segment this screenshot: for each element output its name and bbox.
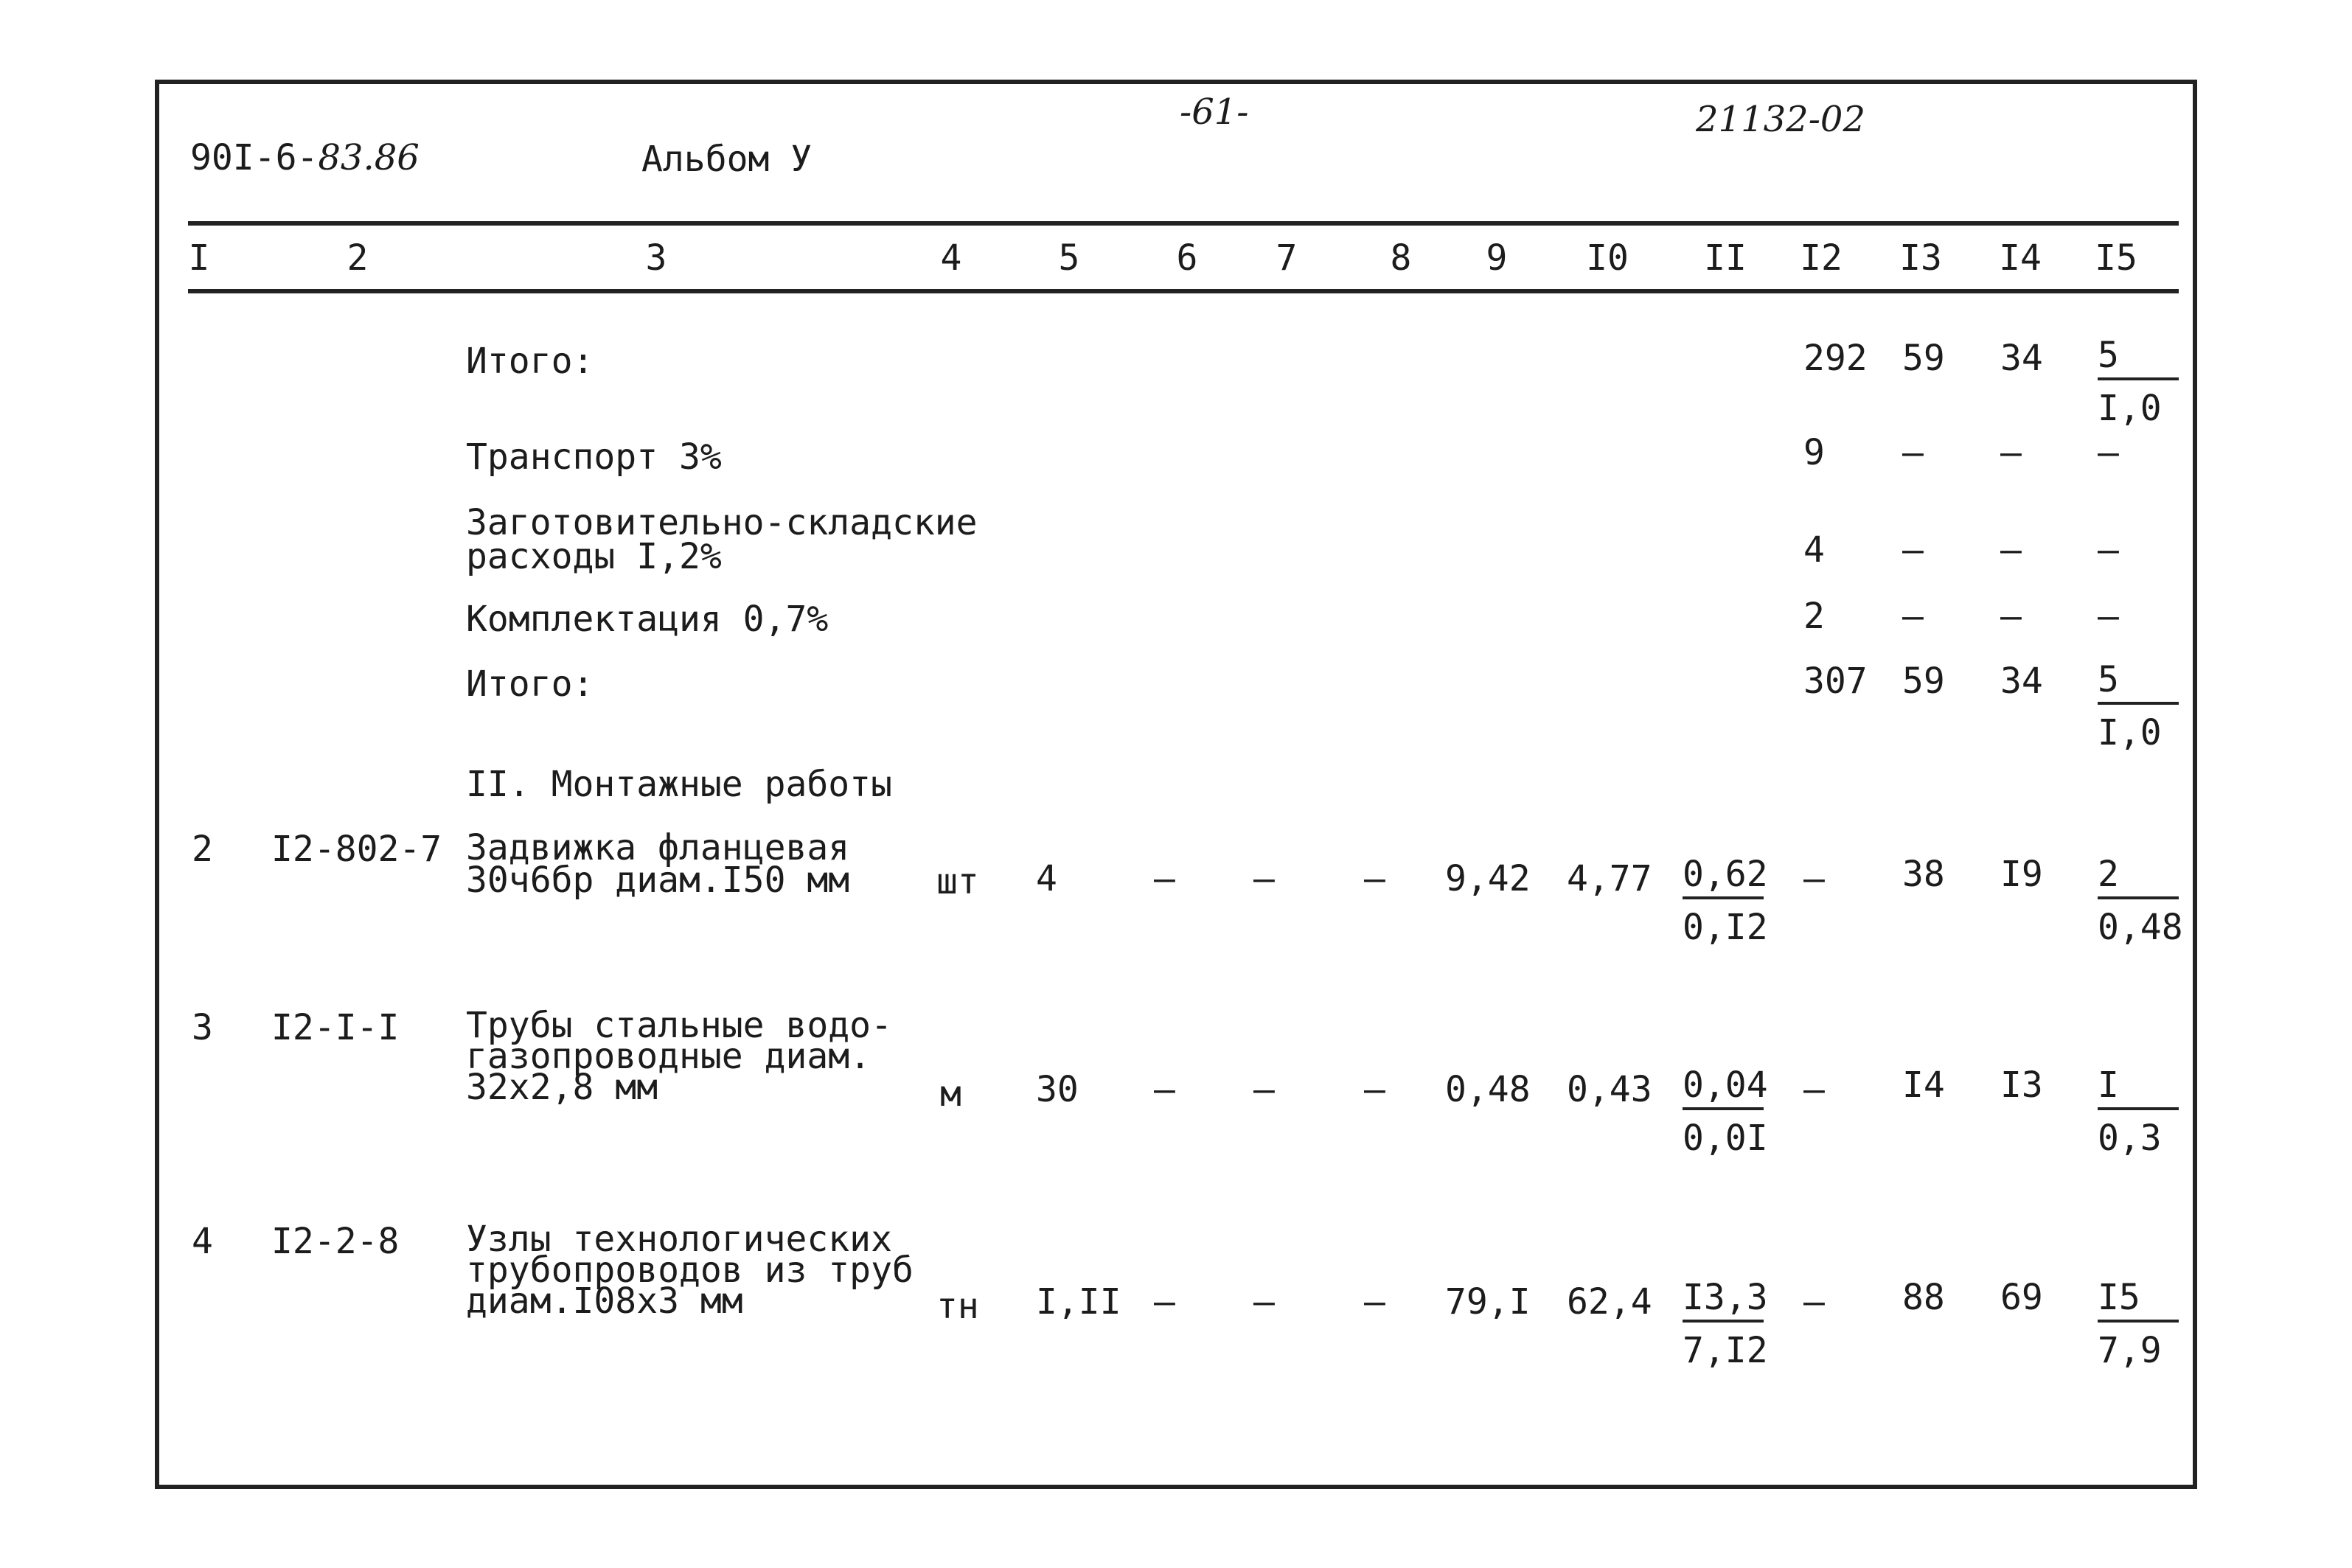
cell-unit: м	[940, 1073, 961, 1115]
col-header: 8	[1390, 237, 1412, 279]
cell-c6: –	[1154, 858, 1175, 899]
col-header: 6	[1176, 237, 1198, 279]
cell-c15-fraction: $\frac{I5}{7,9}$	[2098, 1280, 2179, 1368]
cell-c14: 34	[2000, 661, 2043, 702]
col-header: II	[1704, 237, 1747, 279]
cell-qty: 30	[1036, 1069, 1079, 1110]
cell-c14: –	[2000, 529, 2022, 571]
row-code: I2-I-I	[271, 1007, 400, 1048]
col-header: 9	[1486, 237, 1508, 279]
cell-c12: –	[1803, 1069, 1825, 1110]
cell-c14: I3	[2000, 1065, 2043, 1106]
cell-c11-fraction: $\frac{I3,3}{7,I2}$	[1683, 1277, 1768, 1371]
cell-c7: –	[1253, 1281, 1275, 1323]
cell-c7: –	[1253, 858, 1275, 899]
cell-c13: 59	[1902, 661, 1945, 702]
col-header: 3	[645, 237, 667, 279]
cell-c12: 307	[1803, 661, 1868, 702]
cell-c13: 59	[1902, 338, 1945, 379]
cell-qty: 4	[1036, 858, 1057, 899]
col-header: I4	[1999, 237, 2042, 279]
cell-c12: 2	[1803, 596, 1825, 637]
cell-c6: –	[1154, 1281, 1175, 1323]
cell-c9: 9,42	[1445, 858, 1531, 899]
row-label: Итого:	[466, 341, 594, 382]
cell-c13: –	[1902, 529, 1924, 571]
col-header: 7	[1276, 237, 1298, 279]
col-header: 5	[1058, 237, 1080, 279]
cell-c15: –	[2098, 529, 2119, 571]
cell-c13: 38	[1902, 854, 1945, 895]
row-description: Трубы стальные водо- газопроводные диам. 32х2,8 мм	[466, 1005, 892, 1108]
cell-c9: 0,48	[1445, 1069, 1531, 1110]
cell-unit: шт	[936, 861, 979, 902]
cell-c15-fraction: $\frac{5}{I,0}$	[2098, 662, 2179, 750]
cell-c8: –	[1364, 858, 1385, 899]
row-number: 4	[192, 1221, 213, 1262]
cell-c14: 34	[2000, 338, 2043, 379]
row-number: 2	[192, 829, 213, 870]
cell-unit: тн	[936, 1286, 979, 1327]
col-header: I3	[1899, 237, 1942, 279]
row-label: Транспорт 3%	[466, 436, 722, 478]
cell-c11-fraction: $\frac{0,04}{0,0I}$	[1683, 1065, 1768, 1159]
cell-c8: –	[1364, 1281, 1385, 1323]
cell-c10: 62,4	[1567, 1281, 1652, 1323]
cell-c12: 9	[1803, 432, 1825, 473]
cell-c13: I4	[1902, 1065, 1945, 1106]
cell-c12: –	[1803, 858, 1825, 899]
cell-c15: –	[2098, 596, 2119, 637]
row-code: I2-2-8	[271, 1221, 400, 1262]
row-number: 3	[192, 1007, 213, 1048]
header-bottom-rule	[188, 289, 2179, 293]
cell-c14: 69	[2000, 1277, 2043, 1318]
cell-c12: 4	[1803, 529, 1825, 571]
doc-code: 90I-6-83.86	[190, 137, 420, 178]
cell-c14: –	[2000, 596, 2022, 637]
header-top-rule	[188, 221, 2179, 226]
col-header: I0	[1586, 237, 1629, 279]
cell-c7: –	[1253, 1069, 1275, 1110]
cell-c14: I9	[2000, 854, 2043, 895]
cell-c10: 4,77	[1567, 858, 1652, 899]
cell-c15-fraction: $\frac{5}{I,0}$	[2098, 338, 2179, 426]
row-code: I2-802-7	[271, 829, 442, 870]
project-number: 21132-02	[1696, 99, 1865, 140]
cell-c15-fraction: $\frac{2}{0,48}$	[2098, 854, 2183, 948]
cell-c13: 88	[1902, 1277, 1945, 1318]
cell-c13: –	[1902, 432, 1924, 473]
row-description: Задвижка фланцевая 30ч6бр диам.I50 мм	[466, 827, 850, 901]
cell-c15-fraction: $\frac{I}{0,3}$	[2098, 1067, 2179, 1156]
col-header: 2	[347, 237, 369, 279]
row-label: Комплектация 0,7%	[466, 599, 829, 640]
cell-c11-fraction: $\frac{0,62}{0,I2}$	[1683, 854, 1768, 948]
album-label: Альбом У	[641, 139, 813, 180]
cell-c15: –	[2098, 432, 2119, 473]
cell-c14: –	[2000, 432, 2022, 473]
col-header: I5	[2095, 237, 2137, 279]
col-header: 4	[940, 237, 962, 279]
cell-qty: I,II	[1036, 1281, 1121, 1323]
col-header: I	[188, 237, 210, 279]
cell-c12: 292	[1803, 338, 1868, 379]
row-label: Заготовительно-складские расходы I,2%	[466, 502, 978, 577]
row-description: Узлы технологических трубопроводов из труб диам.I08х3 мм	[466, 1219, 914, 1322]
cell-c9: 79,I	[1445, 1281, 1531, 1323]
page-number: -61-	[1180, 91, 1249, 133]
col-header: I2	[1800, 237, 1843, 279]
cell-c6: –	[1154, 1069, 1175, 1110]
row-label: Итого:	[466, 663, 594, 705]
cell-c13: –	[1902, 596, 1924, 637]
cell-c10: 0,43	[1567, 1069, 1652, 1110]
cell-c12: –	[1803, 1281, 1825, 1323]
section-title: II. Монтажные работы	[466, 764, 892, 805]
cell-c8: –	[1364, 1069, 1385, 1110]
